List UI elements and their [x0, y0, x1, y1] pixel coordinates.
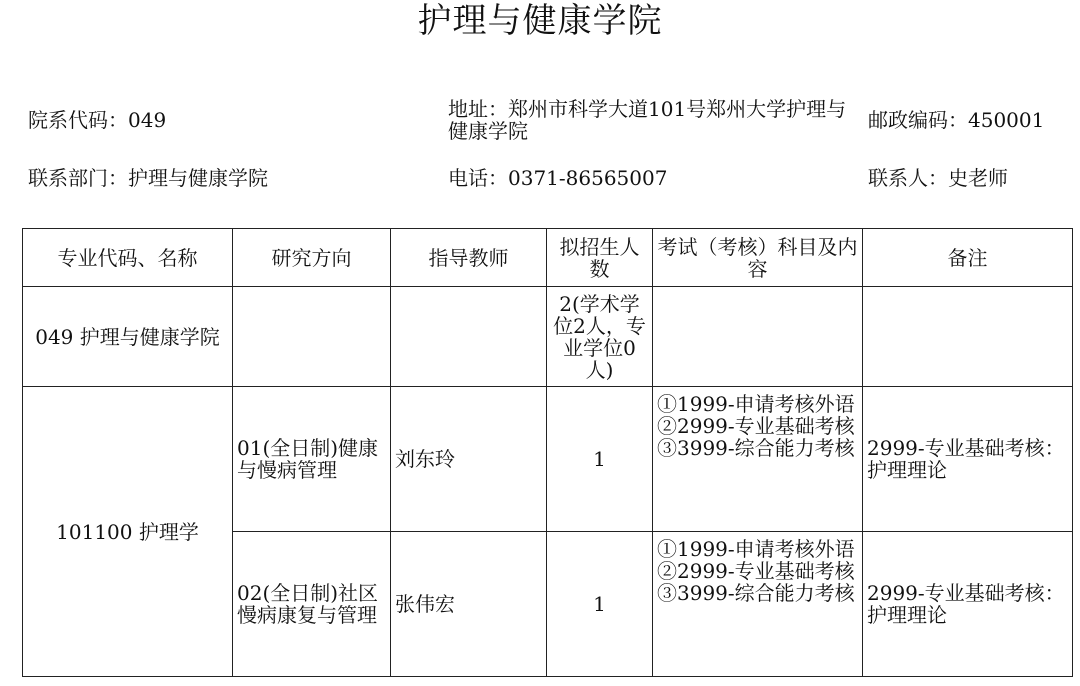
- exam-cell: [653, 532, 863, 677]
- header-direction: 研究方向: [233, 229, 391, 287]
- enrollment-table: [22, 228, 1073, 677]
- header-teacher: 指导教师: [391, 229, 547, 287]
- teacher-cell: 张伟宏: [391, 532, 547, 677]
- direction-cell: 02(全日制)社区慢病康复与管理: [233, 532, 391, 677]
- dept-code: 院系代码：049: [28, 108, 167, 132]
- quota-cell: 1: [547, 532, 653, 677]
- exam-item: ③3999-综合能力考核: [657, 581, 855, 605]
- exam-item: ①1999-申请考核外语: [657, 392, 855, 416]
- address: 地址：郑州市科学大道101号郑州大学护理与健康学院: [448, 97, 847, 143]
- college-teacher: [391, 287, 547, 387]
- teacher-cell: 刘东玲: [391, 387, 547, 532]
- college-name: 049 护理与健康学院: [23, 287, 233, 387]
- college-quota: 2(学术学位2人，专业学位0人): [547, 287, 653, 387]
- college-note: [863, 287, 1073, 387]
- contact-department: 联系部门：护理与健康学院: [28, 166, 268, 190]
- exam-item: ②2999-专业基础考核: [657, 559, 855, 583]
- exam-item: ③3999-综合能力考核: [657, 436, 855, 460]
- note-cell: 2999-专业基础考核：护理理论: [863, 387, 1073, 532]
- exam-item: ②2999-专业基础考核: [657, 414, 855, 438]
- contact-person: 联系人：史老师: [868, 166, 1008, 190]
- quota-cell: 1: [547, 387, 653, 532]
- major-name: 101100 护理学: [23, 387, 233, 677]
- exam-cell: [653, 387, 863, 532]
- note-cell: 2999-专业基础考核：护理理论: [863, 532, 1073, 677]
- page-title: 护理与健康学院: [417, 1, 663, 41]
- header-exam: 考试（考核）科目及内容: [653, 229, 863, 287]
- table-row: [23, 387, 1073, 532]
- header-note: 备注: [863, 229, 1073, 287]
- college-direction: [233, 287, 391, 387]
- postcode: 邮政编码：450001: [868, 108, 1045, 132]
- exam-item: ①1999-申请考核外语: [657, 537, 855, 561]
- college-row: [23, 287, 1073, 387]
- college-exam: [653, 287, 863, 387]
- header-major: 专业代码、名称: [23, 229, 233, 287]
- header-quota: 拟招生人数: [547, 229, 653, 287]
- phone: 电话：0371-86565007: [448, 166, 668, 190]
- direction-cell: 01(全日制)健康与慢病管理: [233, 387, 391, 532]
- table-header-row: [23, 229, 1073, 287]
